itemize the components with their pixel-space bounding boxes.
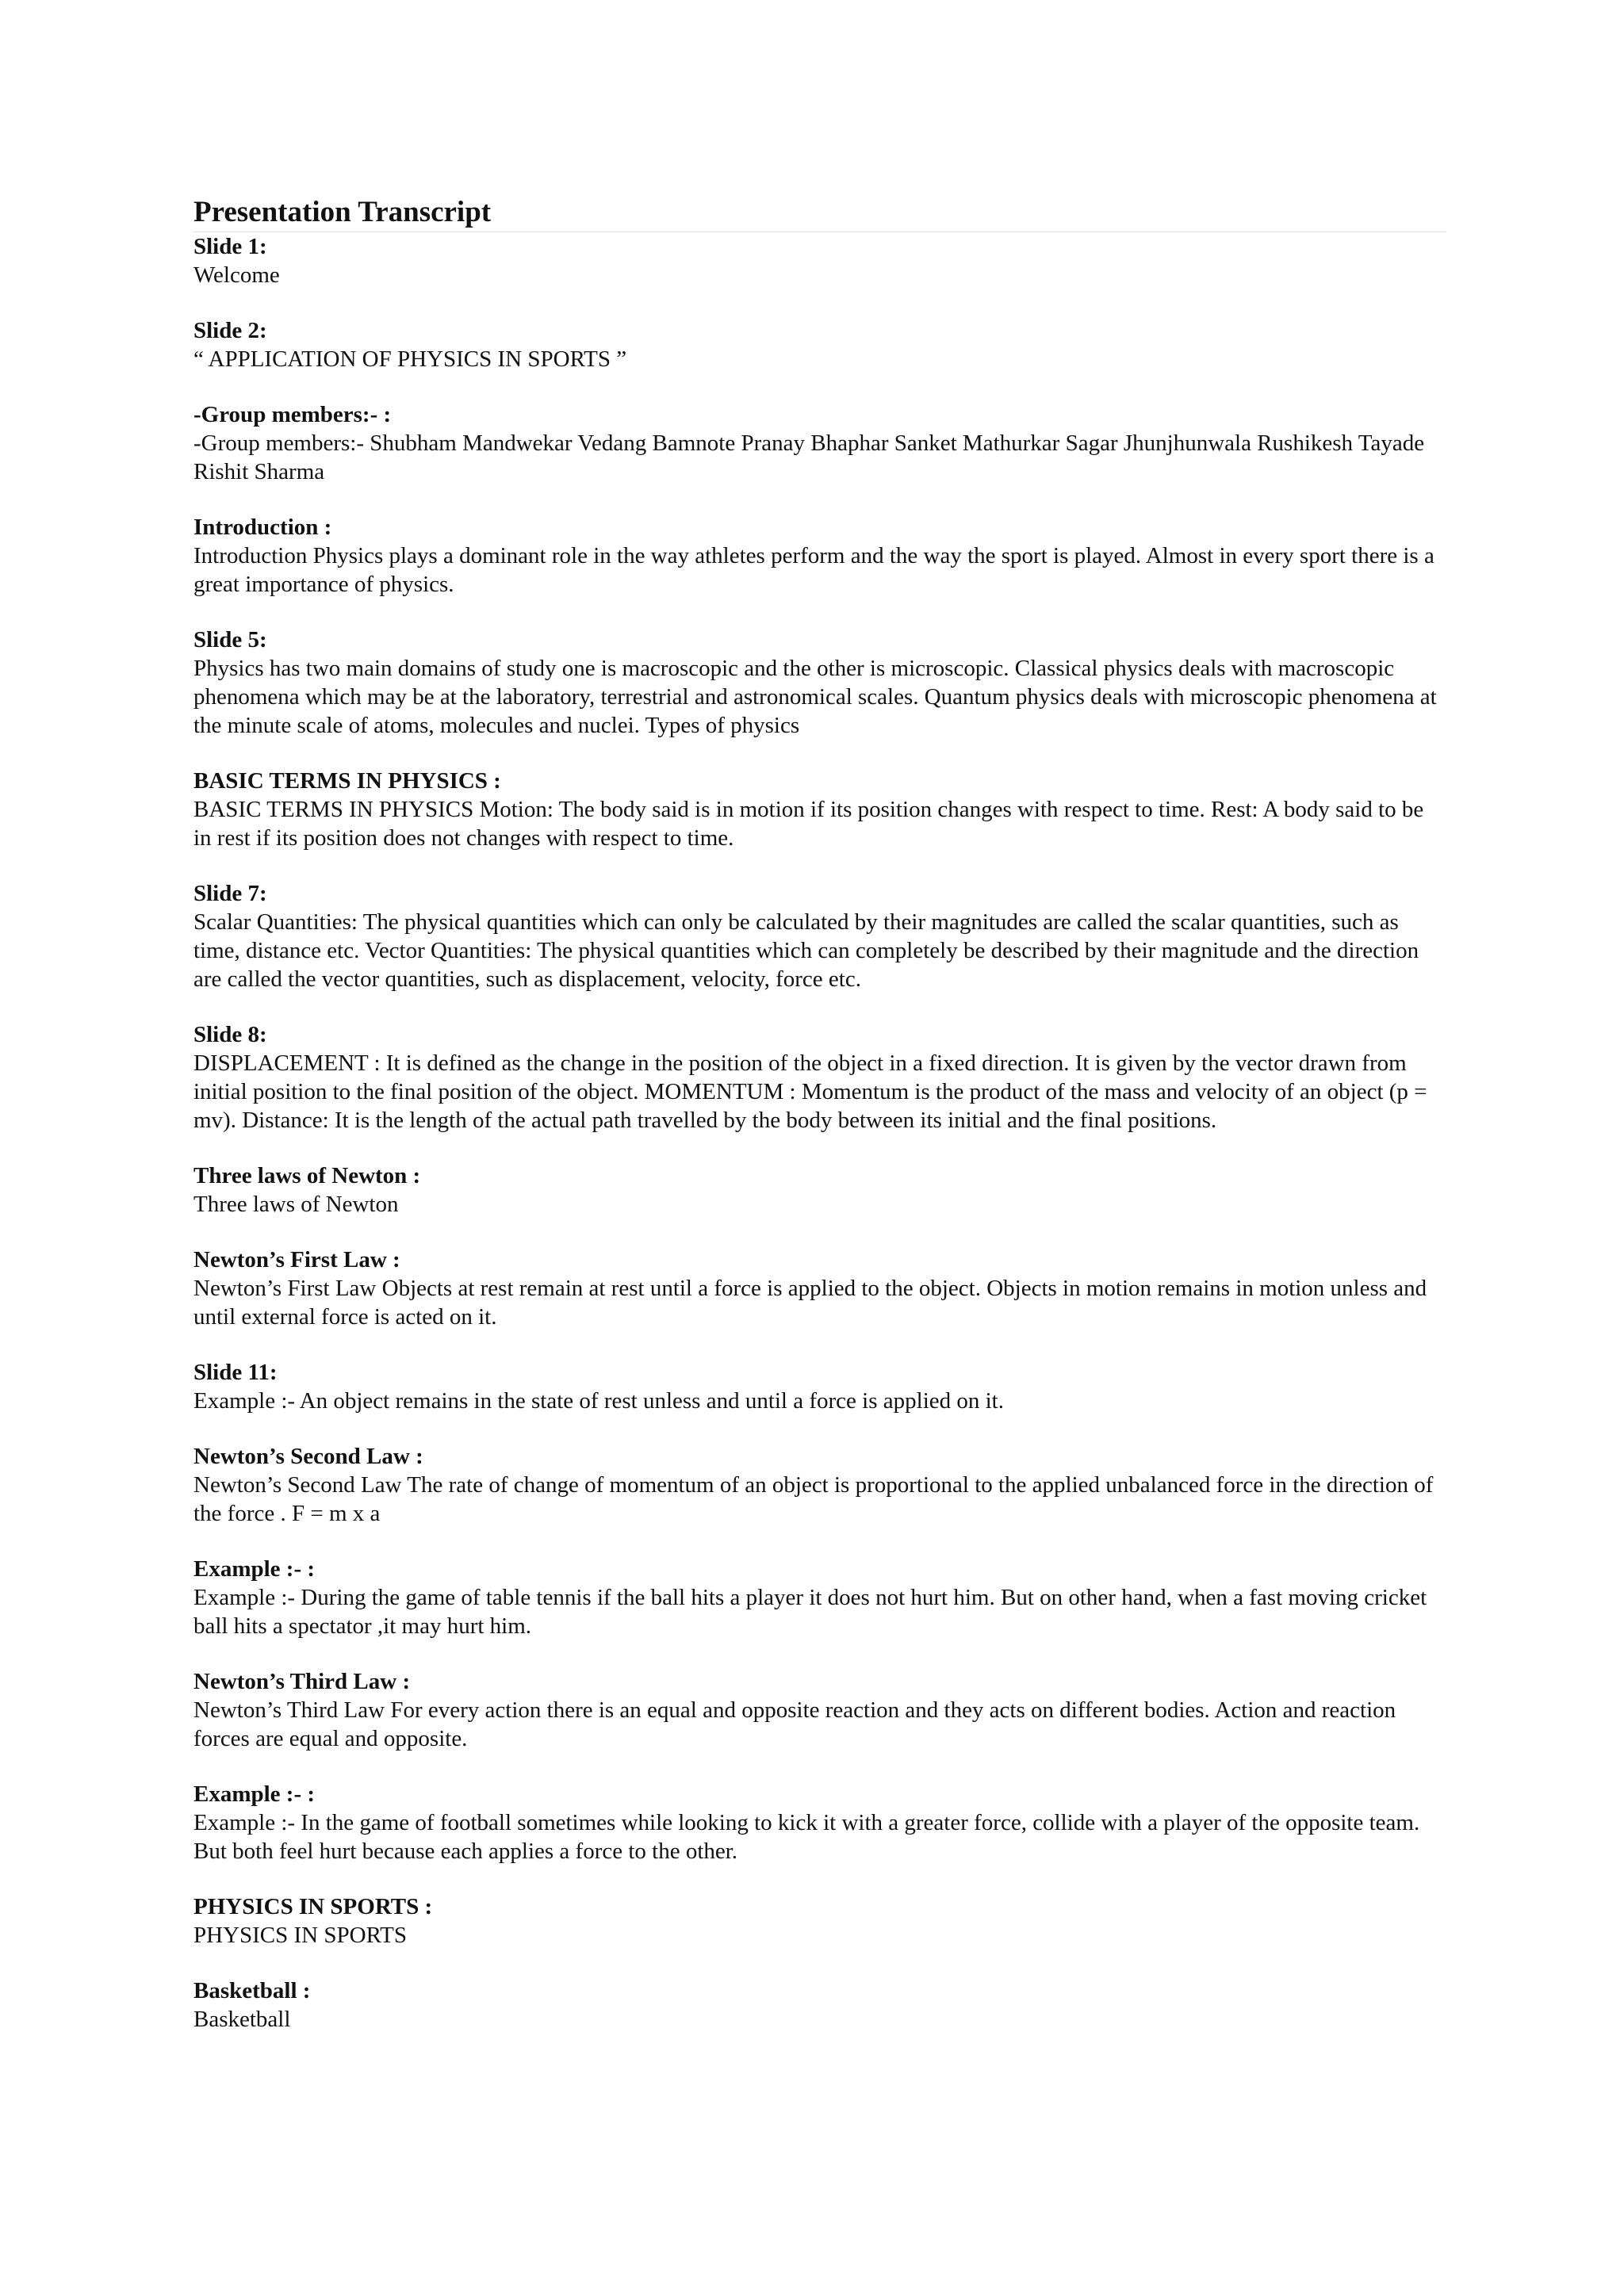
section-heading: Example :- :	[193, 1781, 316, 1807]
transcript-section	[193, 1780, 1446, 1866]
transcript-section	[193, 1020, 1446, 1135]
section-body: Example :- An object remains in the state of rest unless and until a force is applied on it.	[193, 1388, 1004, 1414]
transcript-section	[193, 626, 1446, 740]
section-heading: Introduction :	[193, 515, 332, 540]
section-heading: Slide 2:	[193, 318, 267, 343]
section-body: DISPLACEMENT : It is defined as the change in the position of the object in a fixed direction. It is given by the vector drawn from initial position to the final position of the object. MOMENTUM : Momentum is the product of the mass and velocity of an object (p = mv). Distance: It is the length of the actual path travelled by the body between its initial and the final positions.	[193, 1050, 1427, 1133]
transcript-section	[193, 767, 1446, 852]
section-heading: BASIC TERMS IN PHYSICS :	[193, 768, 501, 794]
transcript-section	[193, 1246, 1446, 1331]
section-body: Newton’s Second Law The rate of change of momentum of an object is proportional to the applied unbalanced force in the direction of the force . F = m x a	[193, 1472, 1434, 1526]
section-heading: PHYSICS IN SPORTS :	[193, 1894, 433, 1919]
section-heading: Newton’s First Law :	[193, 1247, 400, 1272]
section-body: Welcome	[193, 262, 280, 288]
section-body: Newton’s Third Law For every action there is an equal and opposite reaction and they acts on different bodies. Action and reaction forces are equal and opposite.	[193, 1697, 1396, 1751]
transcript-section	[193, 1358, 1446, 1415]
section-heading: Slide 1:	[193, 234, 267, 259]
section-body: Introduction Physics plays a dominant role in the way athletes perform and the way the sport is played. Almost in every sport there is a great importance of physics.	[193, 543, 1434, 597]
section-heading: Basketball :	[193, 1978, 311, 2003]
section-heading: Slide 11:	[193, 1360, 278, 1385]
transcript-section	[193, 1555, 1446, 1640]
transcript-section	[193, 1161, 1446, 1219]
section-body: Scalar Quantities: The physical quantities which can only be calculated by their magnitudes are called the scalar quantities, such as time, distance etc. Vector Quantities: The physical quantities which can completely be described by their magnitude and the direction are called the vector quantities, such as displacement, velocity, force etc.	[193, 909, 1419, 992]
section-body: Physics has two main domains of study one is macroscopic and the other is microscopic. Classical physics deals with macroscopic phenomena which may be at the laboratory, terrestrial and astronomical scales. Quantum physics deals with microscopic phenomena at the minute scale of atoms, molecules and nuclei. Types of physics	[193, 656, 1437, 738]
transcript-section	[193, 1976, 1446, 2034]
section-heading: Example :- :	[193, 1556, 316, 1582]
transcript-section	[193, 1667, 1446, 1753]
transcript-section	[193, 316, 1446, 373]
transcript-section	[193, 879, 1446, 993]
section-body: Three laws of Newton	[193, 1192, 399, 1217]
section-body: Basketball	[193, 2007, 291, 2032]
transcript-page	[193, 195, 1446, 2061]
section-heading: -Group members:- :	[193, 402, 392, 427]
section-body: Example :- During the game of table tennis if the ball hits a player it does not hurt him. But on other hand, when a fast moving cricket ball hits a spectator ,it may hurt him.	[193, 1585, 1427, 1639]
section-heading: Slide 8:	[193, 1022, 267, 1047]
section-heading: Slide 7:	[193, 881, 267, 906]
transcript-section	[193, 1442, 1446, 1528]
section-heading: Three laws of Newton :	[193, 1163, 421, 1188]
section-body: PHYSICS IN SPORTS	[193, 1923, 408, 1948]
section-heading: Newton’s Second Law :	[193, 1444, 423, 1469]
transcript-section	[193, 513, 1446, 599]
section-body: -Group members:- Shubham Mandwekar Vedang Bamnote Pranay Bhaphar Sanket Mathurkar Sagar Jhunjhunwala Rushikesh Tayade Rishit Sharma	[193, 430, 1425, 484]
section-body: BASIC TERMS IN PHYSICS Motion: The body said is in motion if its position changes with respect to time. Rest: A body said to be in rest if its position does not changes with respect to time.	[193, 797, 1424, 851]
section-heading: Newton’s Third Law :	[193, 1669, 411, 1694]
section-body: Example :- In the game of football sometimes while looking to kick it with a greater force, collide with a player of the opposite team. But both feel hurt because each applies a force to the other.	[193, 1810, 1420, 1864]
section-heading: Slide 5:	[193, 627, 267, 652]
page-title: Presentation Transcript	[193, 195, 1446, 232]
transcript-section	[193, 1892, 1446, 1950]
section-body: Newton’s First Law Objects at rest remain at rest until a force is applied to the object. Objects in motion remains in motion unless and until external force is acted on it.	[193, 1276, 1427, 1330]
section-body: “ APPLICATION OF PHYSICS IN SPORTS ”	[193, 346, 627, 372]
transcript-section	[193, 232, 1446, 289]
transcript-section	[193, 400, 1446, 486]
